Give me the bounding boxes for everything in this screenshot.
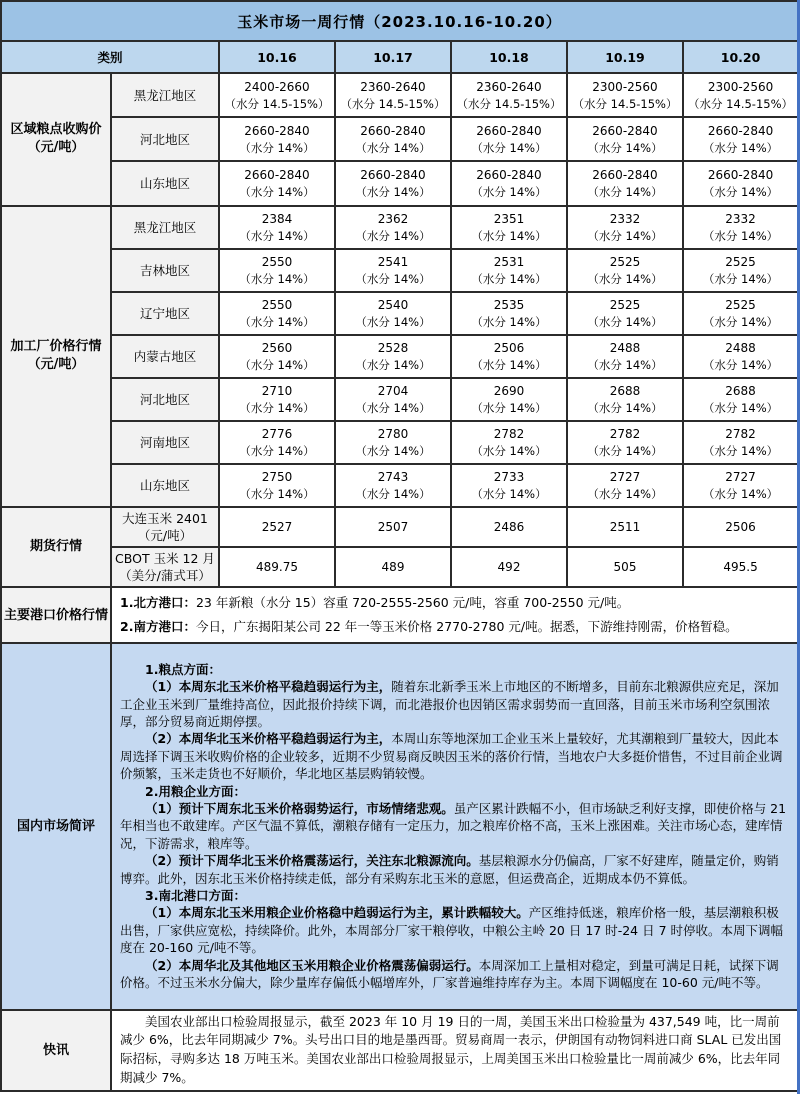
price-note: （水分 14%） — [702, 444, 779, 459]
price-value: 489 — [381, 560, 405, 575]
price-note: （水分 14%） — [471, 400, 547, 415]
price-cell — [683, 206, 798, 249]
review-paragraph — [120, 800, 789, 852]
port-item-text: 23 年新粮（水分 15）容重 720-2555-2560 元/吨，容重 700-2550 元/吨。 — [195, 595, 630, 611]
price-cell — [219, 73, 335, 117]
price-cell — [335, 117, 451, 161]
region-name: 黑龙江地区 — [133, 87, 197, 103]
region-unit: （元/吨） — [137, 528, 193, 544]
price-cell — [219, 421, 335, 464]
price-cell — [335, 292, 451, 335]
date-header: 10.18 — [451, 41, 567, 73]
price-cell — [567, 335, 683, 378]
price-cell — [567, 421, 683, 464]
port-item — [120, 615, 789, 639]
price-cell — [219, 292, 335, 335]
region-name: 黑龙江地区 — [133, 219, 197, 235]
price-cell — [219, 378, 335, 421]
price-value: 2660-2840 — [476, 167, 542, 182]
table-row — [1, 421, 798, 464]
price-note: （水分 14%） — [471, 228, 547, 243]
region-name: 山东地区 — [139, 175, 190, 191]
price-cell — [335, 464, 451, 507]
price-note: （水分 14%） — [587, 357, 663, 372]
price-value: 2506 — [493, 340, 525, 355]
price-note: （水分 14%） — [702, 314, 779, 329]
price-cell — [335, 421, 451, 464]
price-cell — [451, 507, 567, 547]
price-cell — [335, 335, 451, 378]
price-value: 2776 — [261, 427, 293, 442]
price-value: 2300-2560 — [592, 79, 658, 94]
section-label — [1, 206, 111, 508]
region-name: 吉林地区 — [139, 262, 190, 278]
review-paragraph-lead: （2）本周华北玉米价格平稳趋弱运行为主， — [145, 731, 392, 747]
price-cell — [567, 249, 683, 292]
price-value: 2660-2840 — [707, 123, 774, 138]
price-cell — [451, 249, 567, 292]
price-value: 2550 — [261, 254, 293, 269]
table-row — [1, 378, 798, 421]
review-paragraph-text: 基层粮源水分仍偏高，厂家不好建库，随量定价，购销博弈。此外，因东北玉米价格持续走低，部分有采购东北玉米的意愿，但运费高企，近期成本仍不算低。 — [120, 853, 779, 886]
price-value: 2525 — [609, 297, 641, 312]
region-label — [111, 421, 219, 464]
date-header: 10.17 — [335, 41, 451, 73]
price-value: 2782 — [725, 427, 756, 442]
news-row — [1, 1010, 798, 1091]
price-value: 2400-2660 — [244, 79, 310, 94]
price-cell — [683, 335, 798, 378]
price-value: 2360-2640 — [476, 79, 542, 94]
review-paragraph-text: 随着东北新季玉米上市地区的不断增多，目前东北粮源供应充足，深加工企业玉米到厂量维持高位，因此报价持续下调，而北港报价也因销区需求弱势而一直回落，目前玉米市场利空氛围浓厚，部分贸易商近期停摆。 — [120, 679, 779, 729]
ports-label: 主要港口价格行情 — [1, 587, 111, 642]
price-value: 2710 — [261, 383, 293, 398]
price-value: 2660-2840 — [476, 123, 542, 138]
price-cell — [219, 464, 335, 507]
price-cell — [567, 73, 683, 117]
review-paragraph — [120, 904, 789, 956]
price-value: 2528 — [377, 340, 409, 355]
price-cell — [335, 507, 451, 547]
region-label — [111, 335, 219, 378]
region-label — [111, 117, 219, 161]
price-value: 2332 — [725, 211, 756, 226]
price-value: 2535 — [493, 297, 525, 312]
price-value: 2727 — [609, 470, 641, 485]
price-value: 2660-2840 — [360, 123, 426, 138]
price-value: 2688 — [725, 383, 756, 398]
price-cell — [683, 73, 798, 117]
review-row — [1, 643, 798, 1010]
price-note: （水分 14%） — [587, 400, 663, 415]
price-value: 2660-2840 — [360, 167, 426, 182]
region-label — [111, 378, 219, 421]
price-cell — [451, 161, 567, 205]
price-note: （水分 14%） — [239, 357, 315, 372]
table-row — [1, 464, 798, 507]
price-cell — [567, 464, 683, 507]
price-cell — [335, 378, 451, 421]
price-note: （水分 14%） — [239, 314, 315, 329]
price-note: （水分 14%） — [702, 487, 779, 502]
review-paragraph-lead: 2.用粮企业方面： — [145, 783, 246, 799]
review-paragraph-lead: （1）本周东北玉米价格平稳趋弱运行为主， — [145, 679, 392, 695]
price-value: 2362 — [377, 211, 409, 226]
port-item-lead: 2.南方港口： — [120, 619, 196, 635]
region-label — [111, 161, 219, 205]
price-cell — [451, 206, 567, 249]
price-cell — [451, 292, 567, 335]
price-value: 2486 — [493, 520, 525, 535]
price-value: 2704 — [377, 383, 409, 398]
page-title: 玉米市场一周行情（2023.10.16-10.20） — [1, 1, 798, 41]
price-value: 489.75 — [256, 560, 298, 575]
section-label-text: 区域粮点收购价 — [10, 122, 102, 138]
section-label — [1, 507, 111, 587]
price-value: 2660-2840 — [244, 123, 310, 138]
price-value: 2780 — [377, 427, 409, 442]
price-value: 505 — [613, 560, 637, 575]
region-label — [111, 464, 219, 507]
table-row — [1, 507, 798, 547]
price-note: （水分 14%） — [471, 314, 547, 329]
price-cell — [335, 547, 451, 587]
price-note: （水分 14.5-15%） — [572, 96, 678, 111]
price-note: （水分 14%） — [702, 140, 779, 155]
region-name: 河南地区 — [139, 435, 190, 451]
price-note: （水分 14%） — [471, 140, 547, 155]
price-value: 2531 — [493, 254, 525, 269]
price-note: （水分 14.5-15%） — [456, 96, 562, 111]
table-row — [1, 249, 798, 292]
price-value: 2743 — [377, 470, 409, 485]
table-row — [1, 547, 798, 587]
price-value: 2525 — [609, 254, 641, 269]
price-value: 2351 — [493, 211, 525, 226]
review-paragraph-lead: 3.南北港口方面： — [145, 888, 246, 904]
price-value: 2660-2840 — [592, 167, 658, 182]
price-value: 2660-2840 — [707, 167, 774, 182]
port-item — [120, 591, 789, 615]
table-row — [1, 335, 798, 378]
price-value: 2782 — [493, 427, 525, 442]
price-note: （水分 14%） — [471, 357, 547, 372]
price-cell — [683, 161, 798, 205]
price-value: 2488 — [725, 340, 756, 355]
price-note: （水分 14%） — [702, 228, 779, 243]
review-paragraph-text: 本周深加工上量相对稳定，到量可满足日耗，试探下调价格。不过玉米水分偏大，除少量库存偏低小幅增库外，厂家普遍维持库存为主。本周下调幅度在 10-60 元/吨不等。 — [120, 957, 779, 991]
price-cell — [451, 378, 567, 421]
review-paragraph — [120, 730, 789, 782]
price-note: （水分 14%） — [239, 140, 315, 155]
section-label-text: 加工厂价格行情 — [10, 339, 102, 355]
price-note: （水分 14%） — [587, 140, 663, 155]
price-note: （水分 14%） — [355, 271, 431, 286]
price-cell — [451, 117, 567, 161]
price-value: 495.5 — [723, 560, 758, 575]
price-note: （水分 14%） — [587, 184, 663, 199]
price-cell — [451, 421, 567, 464]
port-item-text: 今日，广东揭阳某公司 22 年一等玉米价格 2770-2780 元/吨。据悉，下游维持刚需，价格暂稳。 — [195, 619, 738, 635]
price-note: （水分 14%） — [355, 400, 431, 415]
section-unit-text: （元/吨） — [27, 357, 85, 373]
price-note: （水分 14%） — [702, 271, 779, 286]
price-value: 2688 — [609, 383, 641, 398]
price-note: （水分 14%） — [355, 444, 431, 459]
price-cell — [219, 206, 335, 249]
header-row — [1, 41, 798, 73]
title-row — [1, 1, 798, 41]
price-value: 2660-2840 — [244, 167, 310, 182]
price-cell — [567, 206, 683, 249]
price-cell — [683, 464, 798, 507]
price-cell — [683, 117, 798, 161]
price-value: 2360-2640 — [360, 79, 426, 94]
review-paragraph-text: 本周山东等地深加工企业玉米上量较好，尤其潮粮到厂量较大，因此本周选择下调玉米收购价格的企业较多，近期不少贸易商反映因玉米的落价行情，当地农户大多挺价惜售，不过目前企业调价频繁，玉米走货也不好顺价，华北地区基层购销较慢。 — [120, 731, 783, 782]
price-note: （水分 14%） — [587, 314, 663, 329]
price-note: （水分 14%） — [702, 357, 779, 372]
price-note: （水分 14%） — [239, 487, 315, 502]
category-header: 类别 — [1, 41, 219, 73]
review-paragraph — [120, 783, 789, 800]
price-note: （水分 14%） — [587, 271, 663, 286]
price-cell — [683, 292, 798, 335]
review-paragraph-text: 产区维持低迷，粮库价格一般，基层潮粮积极出售，厂家供应宽松，持续降价。此外，本周部分厂家干粮停收，中粮公主岭 20 日 17 时-24 日 7 时停收。本周下调幅度在 20-160 元/吨不等。 — [120, 905, 783, 956]
price-cell — [567, 117, 683, 161]
section-unit-text: （元/吨） — [27, 140, 85, 156]
price-cell — [683, 249, 798, 292]
date-header: 10.16 — [219, 41, 335, 73]
price-cell — [567, 378, 683, 421]
price-value: 2527 — [261, 520, 293, 535]
news-label: 快讯 — [1, 1010, 111, 1091]
table-row — [1, 206, 798, 249]
price-note: （水分 14%） — [355, 487, 431, 502]
price-value: 2541 — [377, 254, 409, 269]
price-value: 2525 — [725, 297, 756, 312]
region-label — [111, 507, 219, 547]
table-row — [1, 73, 798, 117]
price-note: （水分 14%） — [355, 357, 431, 372]
review-paragraph-lead: （2）本周华北及其他地区玉米用粮企业价格震荡偏弱运行。 — [145, 957, 479, 973]
price-cell — [451, 73, 567, 117]
region-label — [111, 206, 219, 249]
price-value: 2540 — [377, 297, 409, 312]
region-name: 河北地区 — [139, 391, 190, 407]
price-note: （水分 14%） — [471, 444, 547, 459]
price-cell — [335, 161, 451, 205]
region-name: 内蒙古地区 — [133, 348, 197, 364]
review-paragraph-lead: （2）预计下周华北玉米价格震荡运行，关注东北粮源流向。 — [145, 853, 479, 869]
price-value: 2525 — [725, 254, 756, 269]
news-content — [111, 1010, 798, 1091]
price-note: （水分 14%） — [355, 314, 431, 329]
price-note: （水分 14.5-15%） — [224, 96, 330, 111]
price-value: 2733 — [493, 470, 525, 485]
price-cell — [219, 335, 335, 378]
review-paragraph-lead: （1）预计下周东北玉米价格弱势运行，市场情绪悲观。 — [145, 800, 454, 816]
price-value: 2384 — [261, 211, 293, 226]
price-note: （水分 14%） — [239, 184, 315, 199]
price-cell — [219, 507, 335, 547]
region-label — [111, 73, 219, 117]
price-note: （水分 14%） — [471, 487, 547, 502]
price-value: 2300-2560 — [707, 79, 774, 94]
region-label — [111, 292, 219, 335]
ports-content — [111, 587, 798, 642]
price-note: （水分 14%） — [471, 184, 547, 199]
price-note: （水分 14%） — [587, 228, 663, 243]
review-paragraph — [120, 661, 789, 678]
price-cell — [683, 507, 798, 547]
price-note: （水分 14%） — [587, 487, 663, 502]
region-name: 山东地区 — [139, 478, 190, 494]
price-cell — [335, 73, 451, 117]
price-note: （水分 14%） — [239, 444, 315, 459]
table-row — [1, 117, 798, 161]
price-cell — [451, 335, 567, 378]
price-note: （水分 14.5-15%） — [688, 96, 794, 111]
price-note: （水分 14%） — [587, 444, 663, 459]
review-content — [111, 643, 798, 1010]
price-value: 2332 — [609, 211, 641, 226]
table-row — [1, 292, 798, 335]
price-cell — [683, 421, 798, 464]
ports-row — [1, 587, 798, 642]
price-value: 2506 — [725, 520, 756, 535]
price-value: 2750 — [261, 470, 293, 485]
price-value: 2550 — [261, 297, 293, 312]
price-cell — [567, 161, 683, 205]
price-cell — [567, 507, 683, 547]
price-cell — [451, 464, 567, 507]
price-value: 492 — [497, 560, 521, 575]
price-note: （水分 14%） — [239, 271, 315, 286]
price-value: 2511 — [609, 520, 641, 535]
price-value: 2560 — [261, 340, 293, 355]
review-paragraph-lead: 1.粮点方面： — [145, 661, 221, 677]
region-label — [111, 547, 219, 587]
price-note: （水分 14%） — [355, 184, 431, 199]
price-note: （水分 14%） — [702, 400, 779, 415]
price-cell — [219, 547, 335, 587]
table-row — [1, 161, 798, 205]
review-paragraph — [120, 957, 789, 992]
price-note: （水分 14%） — [355, 140, 431, 155]
price-value: 2507 — [377, 520, 409, 535]
review-paragraph — [120, 852, 789, 887]
region-name: 河北地区 — [139, 131, 190, 147]
price-cell — [335, 206, 451, 249]
news-text: 美国农业部出口检验周报显示，截至 2023 年 10 月 19 日的一周，美国玉米出口检验量为 437,549 吨，比一周前减少 6%，比去年同期减少 7%。头号出口目的地是墨西哥。贸易商周一表示，伊朗国有动物饲料进口商 SLAL 已发出国际招标，寻购多达 18 万吨玉米。美国农业部出口检验周报显示，上周美国玉米出口检验量比一周前减少 6%，比去年同期减少 7%。 — [120, 1013, 782, 1086]
region-name: 辽宁地区 — [139, 305, 190, 321]
date-header: 10.19 — [567, 41, 683, 73]
price-note: （水分 14%） — [355, 228, 431, 243]
price-cell — [567, 547, 683, 587]
price-note: （水分 14%） — [239, 400, 315, 415]
price-value: 2782 — [609, 427, 641, 442]
price-note: （水分 14%） — [239, 228, 315, 243]
price-cell — [219, 249, 335, 292]
price-note: （水分 14.5-15%） — [340, 96, 446, 111]
price-cell — [335, 249, 451, 292]
price-value: 2488 — [609, 340, 641, 355]
price-cell — [451, 547, 567, 587]
price-value: 2690 — [493, 383, 525, 398]
section-label — [1, 73, 111, 205]
price-value: 2727 — [725, 470, 756, 485]
review-label: 国内市场简评 — [1, 643, 111, 1010]
price-cell — [219, 117, 335, 161]
price-cell — [683, 378, 798, 421]
region-label — [111, 249, 219, 292]
price-cell — [567, 292, 683, 335]
date-header: 10.20 — [683, 41, 798, 73]
review-paragraph-text: 虽产区累计跌幅不小，但市场缺乏利好支撑，即使价格与 21 年相当也不敢建库。产区气温不算低，潮粮存储有一定压力，加之粮库价格不高，玉米上涨困难。关注市场心态，建库情况，下游需求，粮库等。 — [120, 800, 787, 851]
price-cell — [683, 547, 798, 587]
price-note: （水分 14%） — [702, 184, 779, 199]
review-paragraph — [120, 678, 789, 730]
price-value: 2660-2840 — [592, 123, 658, 138]
region-unit: （美分/蒲式耳） — [119, 568, 211, 584]
region-name: CBOT 玉米 12 月 — [115, 551, 215, 567]
price-note: （水分 14%） — [471, 271, 547, 286]
review-paragraph-lead: （1）本周东北玉米用粮企业价格稳中趋弱运行为主，累计跌幅较大。 — [145, 905, 529, 921]
price-cell — [219, 161, 335, 205]
section-label-text: 期货行情 — [29, 539, 82, 555]
region-name: 大连玉米 2401 — [122, 511, 208, 527]
review-paragraph — [120, 887, 789, 904]
port-item-lead: 1.北方港口： — [120, 595, 196, 611]
